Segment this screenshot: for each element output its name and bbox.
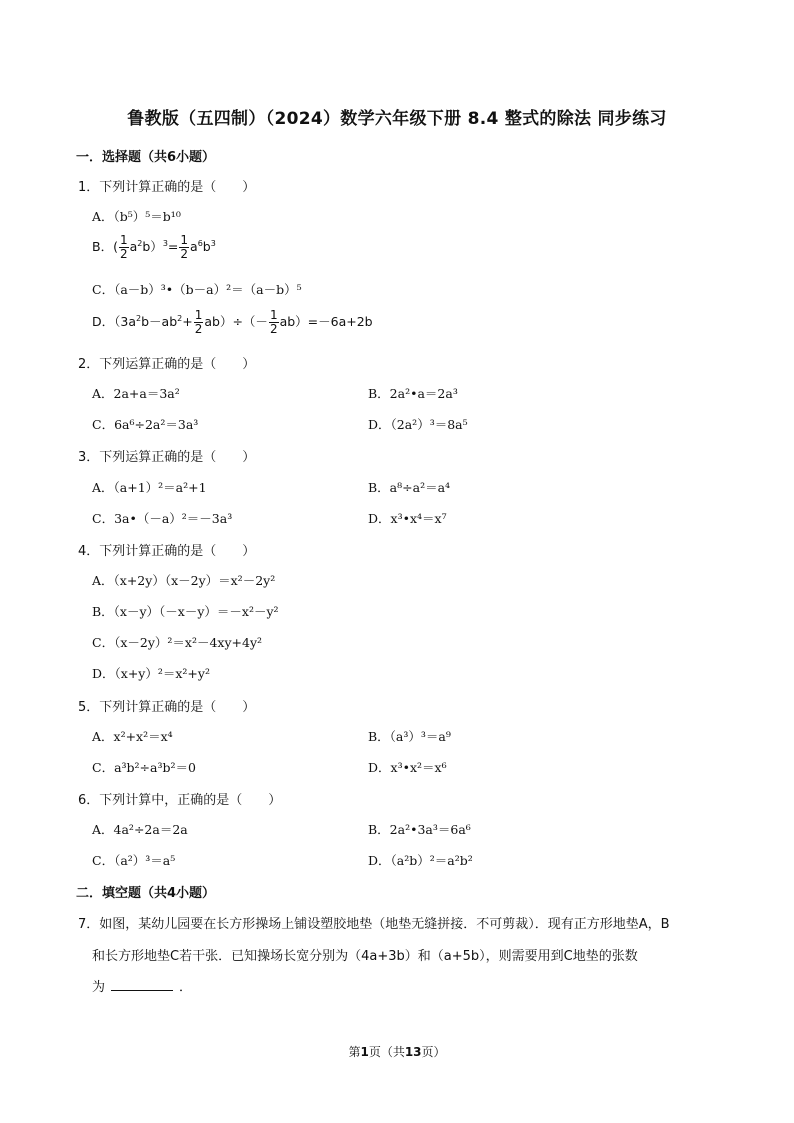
question-4-option-d: D．（x+y）²＝x²+y² [92, 666, 210, 681]
question-5-stem: 5．下列计算正确的是（ ） [78, 700, 256, 715]
answer-prefix: 为 [92, 980, 106, 995]
question-3-option-b: B．a⁸÷a²＝a⁴ [368, 480, 451, 495]
question-5-option-a: A．x²+x²＝x⁴ [92, 729, 173, 744]
section-heading-choice: 一．选择题（共6小题） [76, 150, 216, 165]
section-heading-fill: 二．填空题（共4小题） [76, 886, 216, 901]
question-6-option-d: D．（a²b）²＝a²b² [368, 853, 473, 868]
question-5-option-c: C．a³b²÷a³b²＝0 [92, 760, 196, 775]
fraction: $\frac{1}{2}$ [194, 308, 203, 336]
question-3-option-a: A．（a+1）²＝a²+1 [92, 480, 207, 495]
question-1-option-a [92, 207, 181, 225]
question-4-option-a: A．（x+2y）（x－2y）＝x²－2y² [92, 573, 276, 588]
question-6-option-c: C．（a²）³＝a⁵ [92, 853, 176, 868]
question-4-option-b: B．（x－y）（－x－y）＝－x²－y² [92, 604, 279, 619]
question-3-option-d: D．x³•x⁴＝x⁷ [368, 511, 447, 526]
question-2-option-d: D．（2a²）³＝8a⁵ [368, 417, 468, 432]
question-2-option-c: C．6a⁶÷2a²＝3a³ [92, 417, 199, 432]
question-4-option-c: C．（x－2y）²＝x²－4xy+4y² [92, 635, 263, 650]
question-4-stem: 4．下列计算正确的是（ ） [78, 544, 256, 559]
question-3-option-c: C．3a•（－a）²＝－3a³ [92, 511, 233, 526]
page-title: 鲁教版（五四制）（2024）数学六年级下册 8.4 整式的除法 同步练习 [127, 109, 667, 129]
page-number: 1 [360, 1045, 369, 1059]
fraction: $\frac{1}{2}$ [269, 308, 278, 336]
total-pages: 13 [404, 1045, 422, 1059]
question-2-option-b: B．2a²•a＝2a³ [368, 386, 458, 401]
option-label: C． [92, 282, 115, 297]
question-6-option-a: A．4a²÷2a＝2a [92, 822, 188, 837]
page-footer: 第1页（共13页） [348, 1045, 446, 1059]
answer-blank[interactable] [111, 978, 173, 991]
fraction: $\frac{1}{2}$ [180, 233, 189, 261]
question-6-stem: 6．下列计算中，正确的是（ ） [78, 793, 282, 808]
question-7-line-1: 7．如图，某幼儿园要在长方形操场上铺设塑胶地垫（地垫无缝拼接．不可剪裁）．现有正方形地垫A，B [78, 917, 670, 932]
question-1-option-c [92, 280, 302, 298]
question-5-option-d: D．x³•x²＝x⁶ [368, 760, 447, 775]
option-label: D． [92, 314, 115, 329]
question-3-stem: 3．下列运算正确的是（ ） [78, 450, 256, 465]
option-text: （a－b）³•（b－a）²＝（a－b）⁵ [114, 282, 302, 297]
option-text: （b⁵）⁵＝b¹⁰ [113, 209, 181, 224]
question-1-option-b: B．( $\frac{1}{2}$ $a^2b)^3=$ $\frac{1}{2}$ $a^6b^3$ [92, 233, 216, 261]
answer-suffix: ． [179, 980, 193, 995]
option-label: B． [92, 239, 114, 254]
question-7-line-2: 和长方形地垫C若干张．已知操场长宽分别为（4a+3b）和（a+5b），则需要用到C地垫的张数 [92, 949, 638, 964]
question-1-option-d: D．（$3a^2b-ab^2+$ $\frac{1}{2}$ ab）÷（－ $\frac{1}{2}$ ab）=－6a+2b [92, 308, 373, 336]
option-label: A． [92, 209, 114, 224]
question-1-stem: 1．下列计算正确的是（ ） [78, 180, 256, 195]
question-2-stem: 2．下列运算正确的是（ ） [78, 357, 256, 372]
question-5-option-b: B．（a³）³＝a⁹ [368, 729, 451, 744]
question-7-line-3 [92, 976, 192, 995]
question-2-option-a: A．2a+a＝3a² [92, 386, 180, 401]
question-6-option-b: B．2a²•3a³＝6a⁶ [368, 822, 471, 837]
fraction: $\frac{1}{2}$ [119, 233, 128, 261]
